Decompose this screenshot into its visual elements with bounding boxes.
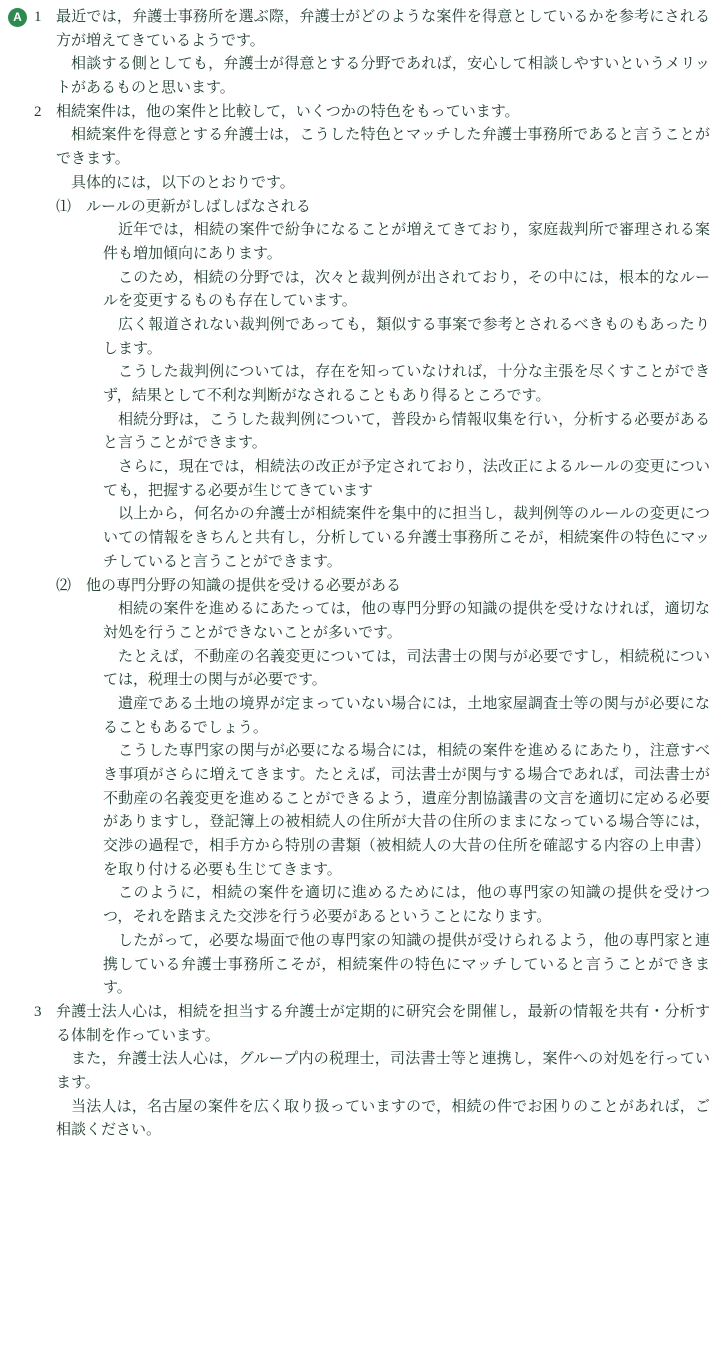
paragraph: 具体的には，以下のとおりです。 — [71, 174, 295, 191]
paragraph: 弁護士法人心は，相続を担当する弁護士が定期的に研究会を開催し，最新の情報を共有・分析する体制を作っています。 — [56, 1003, 710, 1044]
paragraph: 当法人は，名古屋の案件を広く取り扱っていますので，相続の件でお困りのことがあれば，ご相談ください。 — [56, 1098, 710, 1139]
item-number: 2 — [34, 103, 42, 120]
paragraph: こうした裁判例については，存在を知っていなければ，十分な主張を尽くすことができず，結果として不利な判断がなされることもあり得るところです。 — [103, 364, 710, 404]
sub-item-body — [86, 196, 710, 575]
paragraph: 相談する側としても，弁護士が得意とする分野であれば，安心して相談しやすいというメリットがあるものと思います。 — [56, 56, 710, 97]
paragraph: このため，相続の分野では，次々と裁判例が出されており，その中には，根本的なルールを変更するものも存在しています。 — [103, 269, 710, 310]
paragraph: さらに，現在では，相続法の改正が予定されており，法改正によるルールの変更についても，把握する必要が生じてきています — [103, 459, 710, 499]
paragraph: 以上から，何名かの弁護士が相続案件を集中的に担当し，裁判例等のルールの変更についての情報をきちんと共有し，分析している弁護士事務所こそが，相続案件の特色にマッチしていると言うことができます。 — [103, 506, 710, 570]
paragraph: 遺産である土地の境界が定まっていない場合には，土地家屋調査士等の関与が必要になることもあるでしょう。 — [103, 695, 710, 736]
list-item — [34, 1001, 710, 1143]
paragraph: 相続案件を得意とする弁護士は，こうした特色とマッチした弁護士事務所であると言うことができます。 — [56, 127, 710, 168]
list-item — [34, 6, 710, 101]
paragraph: また，弁護士法人心は，グループ内の税理士，司法書士等と連携し，案件への対処を行っています。 — [56, 1051, 710, 1091]
paragraph: 最近では，弁護士事務所を選ぶ際，弁護士がどのような案件を得意としているかを参考にされる方が増えてきているようです。 — [56, 9, 710, 49]
sub-list-item — [56, 575, 710, 1001]
paragraph: 相続案件は，他の案件と比較して，いくつかの特色をもっています。 — [56, 103, 520, 120]
document-body — [34, 6, 710, 1143]
paragraph: 広く報道されない裁判例であっても，類似する事案で参考とされるべきものもあったりします。 — [103, 316, 710, 357]
sub-item-heading: ルールの更新がしばしばなされる — [86, 198, 311, 215]
sub-item-number: ⑵ — [56, 577, 72, 594]
sub-list-item — [56, 196, 710, 575]
item-body — [56, 101, 710, 1001]
paragraph: このように，相続の案件を適切に進めるためには，他の専門家の知識の提供を受けつつ，それを踏まえた交渉を行う必要があるということになります。 — [103, 885, 710, 926]
list-item — [34, 101, 710, 1001]
item-number: 1 — [34, 9, 42, 25]
sub-item-heading: 他の専門分野の知識の提供を受ける必要がある — [86, 577, 402, 594]
sub-item-body — [86, 575, 710, 1001]
item-number: 3 — [34, 1003, 42, 1020]
item-body — [56, 1001, 710, 1143]
paragraph: 近年では，相続の案件で紛争になることが増えてきており，家庭裁判所で審理される案件も増加傾向にあります。 — [103, 222, 710, 262]
paragraph: したがって，必要な場面で他の専門家の知識の提供が受けられるよう，他の専門家と連携している弁護士事務所こそが，相続案件の特色にマッチしていると言うことができます。 — [103, 932, 710, 997]
paragraph: 相続分野は，こうした裁判例について，普段から情報収集を行い，分析する必要があると言うことができます。 — [103, 411, 710, 452]
paragraph: たとえば，不動産の名義変更については，司法書士の関与が必要ですし，相続税については，税理士の関与が必要です。 — [103, 648, 710, 689]
paragraph: 相続の案件を進めるにあたっては，他の専門分野の知識の提供を受けなければ，適切な対処を行うことができないことが多いです。 — [103, 601, 710, 641]
section-marker-badge: A — [8, 8, 27, 27]
paragraph: こうした専門家の関与が必要になる場合には，相続の案件を進めるにあたり，注意すべき事項がさらに増えてきます。たとえば，司法書士が関与する場合であれば，司法書士が不動産の名義変更を進めることができるよう，遺産分割協議書の文言を適切に定める必要がありますし，登記簿上の被相続人の住所が大昔の住所のままになっている場合等には，交渉の過程で，相手方から特別の書類（被相続人の大昔の住所を確認する内容の上申書）を取り付ける必要も生じてきます。 — [103, 743, 710, 878]
item-body — [56, 6, 710, 101]
sub-item-number: ⑴ — [56, 198, 72, 215]
